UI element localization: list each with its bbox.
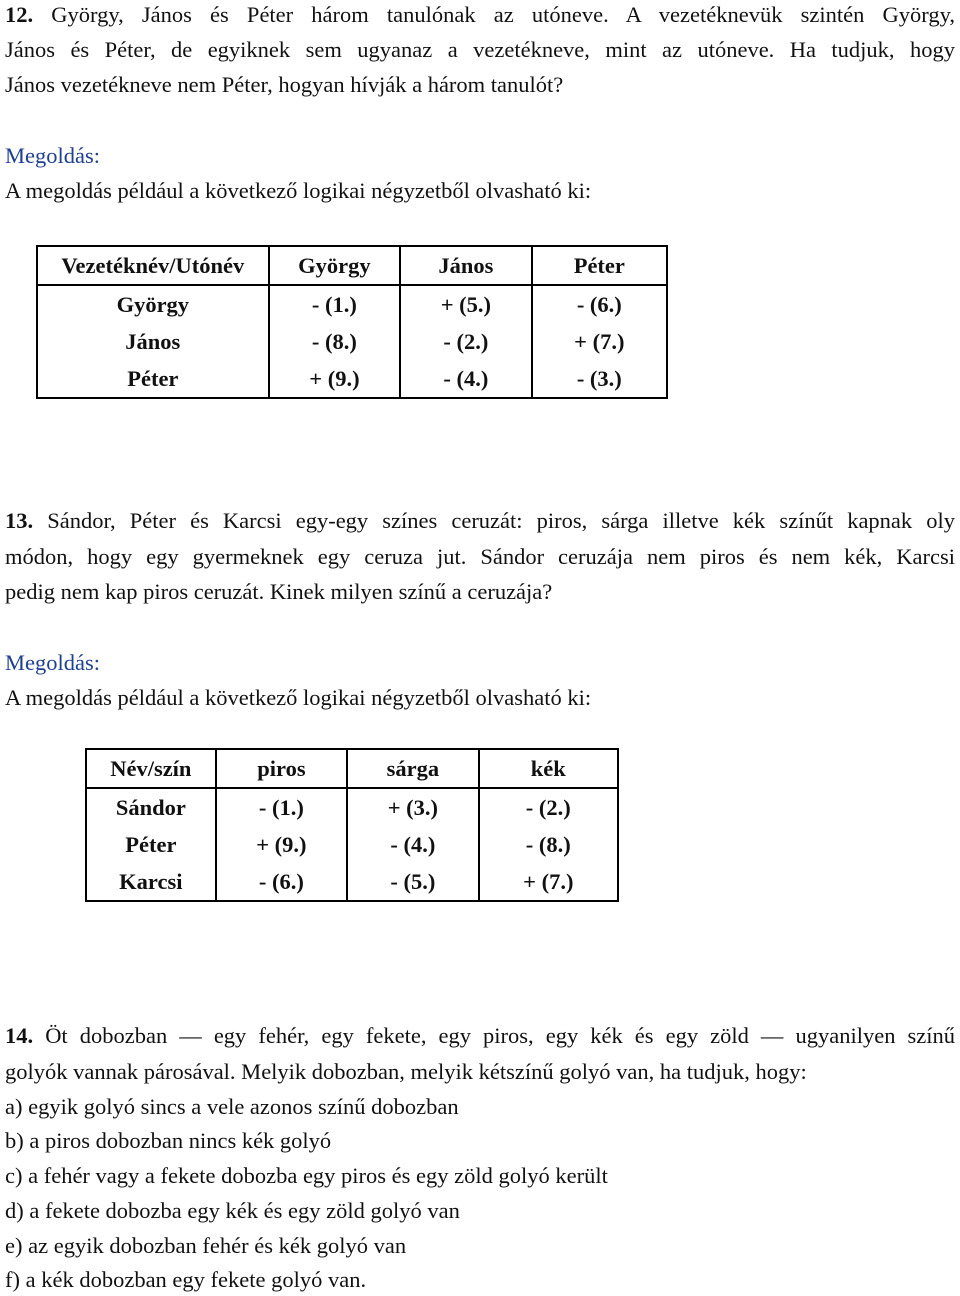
- problem-12-line-3: János vezetékneve nem Péter, hogyan hívják a három tanulót?: [5, 72, 564, 97]
- problem-12-text-1: György, János és Péter három tanulónak az utóneve. A vezetéknevük szintén György,: [51, 2, 955, 27]
- logic-square-table-13: [85, 748, 619, 902]
- table-cell: - (8.): [269, 323, 401, 360]
- problem-12-line-2: János és Péter, de egyiknek sem ugyanaz a vezetékneve, mint az utóneve. Ha tudjuk, hogy: [5, 37, 955, 62]
- row-label-cell: György: [37, 285, 269, 323]
- table-cell: - (4.): [347, 826, 478, 863]
- problem-12-number: 12.: [5, 2, 34, 27]
- problem-13-line-2: módon, hogy egy gyermeknek egy ceruza jut. Sándor ceruzája nem piros és nem kék, Karcsi: [5, 544, 955, 569]
- condition-e: e) az egyik dobozban fehér és kék golyó van: [5, 1233, 407, 1258]
- table-cell: + (7.): [479, 863, 618, 901]
- table-header-cell: sárga: [347, 749, 478, 788]
- problem-13-line-1: [5, 507, 955, 535]
- table-row: [37, 285, 667, 323]
- table-row: [86, 826, 618, 863]
- condition-f: f) a kék dobozban egy fekete golyó van.: [5, 1267, 367, 1292]
- problem-13-solution-text: A megoldás például a következő logikai négyzetből olvasható ki:: [5, 685, 592, 710]
- table-header-cell: György: [269, 246, 401, 285]
- problem-13-text-1: Sándor, Péter és Karcsi egy-egy színes ceruzát: piros, sárga illetve kék színűt kapnak oly: [47, 508, 956, 533]
- table-row: [86, 788, 618, 826]
- problem-14-number: 14.: [5, 1023, 34, 1048]
- table-cell: - (1.): [216, 788, 347, 826]
- table-cell: + (5.): [400, 285, 531, 323]
- table-header-row: [37, 246, 667, 285]
- row-label-cell: Péter: [86, 826, 216, 863]
- table-cell: - (6.): [532, 285, 667, 323]
- condition-c: c) a fehér vagy a fekete dobozba egy piros és egy zöld golyó került: [5, 1163, 608, 1188]
- problem-14-line-2: golyók vannak párosával. Melyik dobozban, melyik kétszínű golyó van, ha tudjuk, hogy:: [5, 1059, 807, 1084]
- table-header-cell: Vezetéknév/Utónév: [37, 246, 269, 285]
- row-label-cell: Sándor: [86, 788, 216, 826]
- problem-14-line-1: [5, 1022, 955, 1050]
- table-row: [86, 863, 618, 901]
- table-cell: - (2.): [400, 323, 531, 360]
- table-header-cell: Péter: [532, 246, 667, 285]
- problem-13-number: 13.: [5, 508, 34, 533]
- table-cell: - (2.): [479, 788, 618, 826]
- table-cell: - (5.): [347, 863, 478, 901]
- table-cell: + (9.): [216, 826, 347, 863]
- table-cell: - (8.): [479, 826, 618, 863]
- problem-12-line-1: [5, 1, 955, 29]
- table-row: [37, 323, 667, 360]
- problem-13-line-3: pedig nem kap piros ceruzát. Kinek milyen színű a ceruzája?: [5, 579, 553, 604]
- condition-a: a) egyik golyó sincs a vele azonos színű dobozban: [5, 1094, 459, 1119]
- table-header-cell: János: [400, 246, 531, 285]
- table-cell: + (3.): [347, 788, 478, 826]
- problem-12-solution-text: A megoldás például a következő logikai négyzetből olvasható ki:: [5, 178, 592, 203]
- table-row: [37, 360, 667, 398]
- table-header-cell: kék: [479, 749, 618, 788]
- table-header-cell: piros: [216, 749, 347, 788]
- problem-12-solution-label: Megoldás:: [5, 143, 100, 168]
- table-cell: - (1.): [269, 285, 401, 323]
- condition-d: d) a fekete dobozba egy kék és egy zöld golyó van: [5, 1198, 460, 1223]
- table-cell: + (9.): [269, 360, 401, 398]
- problem-14-text-1: Öt dobozban — egy fehér, egy fekete, egy piros, egy kék és egy zöld — ugyanilyen színű: [45, 1023, 956, 1048]
- table-cell: - (4.): [400, 360, 531, 398]
- row-label-cell: Péter: [37, 360, 269, 398]
- table-cell: + (7.): [532, 323, 667, 360]
- condition-b: b) a piros dobozban nincs kék golyó: [5, 1128, 332, 1153]
- table-header-row: [86, 749, 618, 788]
- row-label-cell: Karcsi: [86, 863, 216, 901]
- table-cell: - (6.): [216, 863, 347, 901]
- table-cell: - (3.): [532, 360, 667, 398]
- table-header-cell: Név/szín: [86, 749, 216, 788]
- problem-13-solution-label: Megoldás:: [5, 650, 100, 675]
- row-label-cell: János: [37, 323, 269, 360]
- logic-square-table-12: [36, 245, 668, 399]
